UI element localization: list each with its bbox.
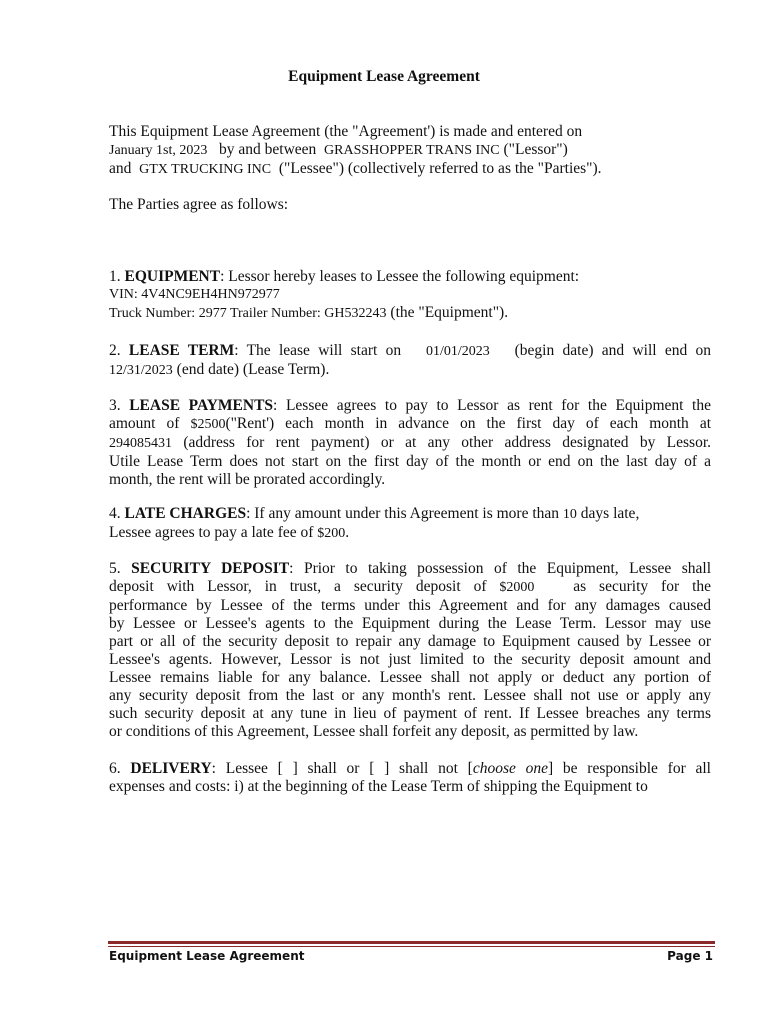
s3-text-3: (address for rent payment) or at any other address designated by Lessor. <box>183 434 711 451</box>
intro-and: and <box>109 160 132 177</box>
agreement-date: January 1st, 2023 <box>109 143 208 158</box>
vin-value: VIN: 4V4NC9EH4HN972977 <box>109 287 280 302</box>
s1-number: 1. <box>109 268 121 285</box>
s1-line-3 <box>109 304 711 323</box>
s6-text-1b: ] be responsible for all <box>548 760 711 777</box>
s3-heading: LEASE PAYMENTS <box>129 397 274 414</box>
s1-equipment-tag: (the "Equipment"). <box>390 304 509 321</box>
rent-address: 294085431 <box>109 436 172 451</box>
s2-line-2 <box>109 361 711 380</box>
section-late-charges <box>109 505 711 543</box>
footer-rule-thin <box>108 946 715 947</box>
parties-agree <box>109 196 711 214</box>
s3-text-2a: amount of <box>109 415 180 432</box>
truck-trailer-number: Truck Number: 2977 Trailer Number: GH532243 <box>109 306 387 321</box>
section-delivery <box>109 760 711 796</box>
s2-text-3: (end date) (Lease Term). <box>176 361 330 378</box>
intro-paragraph <box>109 123 711 179</box>
s5-text-2b: as security for the <box>573 578 711 595</box>
s2-text-1: : The lease will start on <box>234 342 402 359</box>
s2-text-2: (begin date) and will end on <box>514 342 712 359</box>
s3-line-2 <box>109 415 711 434</box>
s5-line-6: Lessee's agents. However, Lessor is not just limited to the security deposit amount and <box>109 651 711 668</box>
s5-line-4: by Lessee or Lessee's agents to the Equipment during the Lease Term. Lessor may use <box>109 615 711 632</box>
intro-line-3 <box>109 160 711 179</box>
intro-by-between: by and between <box>219 141 317 158</box>
s5-line-3: performance by Lessee of the terms under this Agreement and for any damages caused <box>109 597 711 614</box>
s4-text-1a: : If any amount under this Agreement is more than <box>246 505 560 522</box>
s3-text-1: : Lessee agrees to pay to Lessor as rent for the Equipment the <box>273 397 711 414</box>
s5-heading: SECURITY DEPOSIT <box>131 560 290 577</box>
s4-line-1 <box>109 505 711 524</box>
s4-text-2b: . <box>345 524 350 541</box>
lessor-name: GRASSHOPPER TRANS INC <box>324 143 500 158</box>
section-equipment <box>109 268 711 323</box>
intro-line-2 <box>109 141 711 160</box>
s5-text-2a: deposit with Lessor, in trust, a security deposit of <box>109 578 487 595</box>
s6-heading: DELIVERY <box>130 760 212 777</box>
footer-title: Equipment Lease Agreement <box>109 949 305 963</box>
s2-heading: LEASE TERM <box>128 342 235 359</box>
intro-line-1: This Equipment Lease Agreement (the "Agreement') is made and entered on <box>109 123 583 140</box>
s2-number: 2. <box>109 342 121 359</box>
s3-text-2b: ("Rent') each month in advance on the first day of each month at <box>225 415 711 432</box>
s5-line-1 <box>109 560 711 578</box>
lessor-tag: ("Lessor") <box>503 141 568 158</box>
s4-line-2 <box>109 524 711 543</box>
s6-choose-one: choose one <box>472 760 548 777</box>
s6-line-2: expenses and costs: i) at the beginning of the Lease Term of shipping the Equipment to <box>109 778 648 795</box>
s5-text-1: : Prior to taking possession of the Equipment, Lessee shall <box>289 560 712 577</box>
s5-line-10: or conditions of this Agreement, Lessee shall forfeit any deposit, as permitted by law. <box>109 723 639 740</box>
s3-line-3 <box>109 434 711 453</box>
lessee-tag: ("Lessee") (collectively referred to as the "Parties"). <box>278 160 602 177</box>
s3-line-5: month, the rent will be prorated accordingly. <box>109 471 386 488</box>
page-number: Page 1 <box>667 949 713 963</box>
late-fee: $200 <box>317 526 346 541</box>
s1-line-1 <box>109 268 711 286</box>
lessee-name: GTX TRUCKING INC <box>139 162 272 177</box>
s6-line-1 <box>109 760 711 778</box>
deposit-amount: $2000 <box>499 580 535 595</box>
s5-line-5: part or all of the security deposit to repair any damage to Equipment caused by Lessee or <box>109 633 711 650</box>
s1-heading: EQUIPMENT <box>124 268 221 285</box>
start-date: 01/01/2023 <box>425 344 490 359</box>
footer-rule-thick <box>108 941 715 944</box>
s5-line-8: any security deposit from the last or any month's rent. Lessee shall not use or apply any <box>109 687 711 704</box>
section-lease-term <box>109 342 711 380</box>
late-days: 10 <box>562 507 577 522</box>
parties-agree-text: The Parties agree as follows: <box>109 196 289 213</box>
s1-text: : Lessor hereby leases to Lessee the following equipment: <box>220 268 580 285</box>
section-security-deposit <box>109 560 711 741</box>
s3-line-4: Utile Lease Term does not start on the first day of the month or end on the last day of a <box>109 453 711 470</box>
s6-number: 6. <box>109 760 121 777</box>
s4-text-1b: days late, <box>580 505 640 522</box>
s4-number: 4. <box>109 505 121 522</box>
s5-line-2 <box>109 578 711 597</box>
s5-number: 5. <box>109 560 121 577</box>
s3-number: 3. <box>109 397 121 414</box>
s6-text-1a: : Lessee [ ] shall or [ ] shall not [ <box>211 760 473 777</box>
end-date: 12/31/2023 <box>109 363 173 378</box>
s5-line-9: such security deposit at any tune in lieu of payment of rent. If Lessee breaches any terms <box>109 705 711 722</box>
s5-line-7: Lessee remains liable for any balance. Lessee shall not apply or deduct any portion of <box>109 669 711 686</box>
s4-text-2a: Lessee agrees to pay a late fee of <box>109 524 314 541</box>
section-lease-payments <box>109 397 711 489</box>
s3-line-1 <box>109 397 711 415</box>
document-title: Equipment Lease Agreement <box>288 68 480 85</box>
s4-heading: LATE CHARGES <box>124 505 247 522</box>
s2-line-1 <box>109 342 711 361</box>
rent-amount: $2500 <box>190 417 226 432</box>
